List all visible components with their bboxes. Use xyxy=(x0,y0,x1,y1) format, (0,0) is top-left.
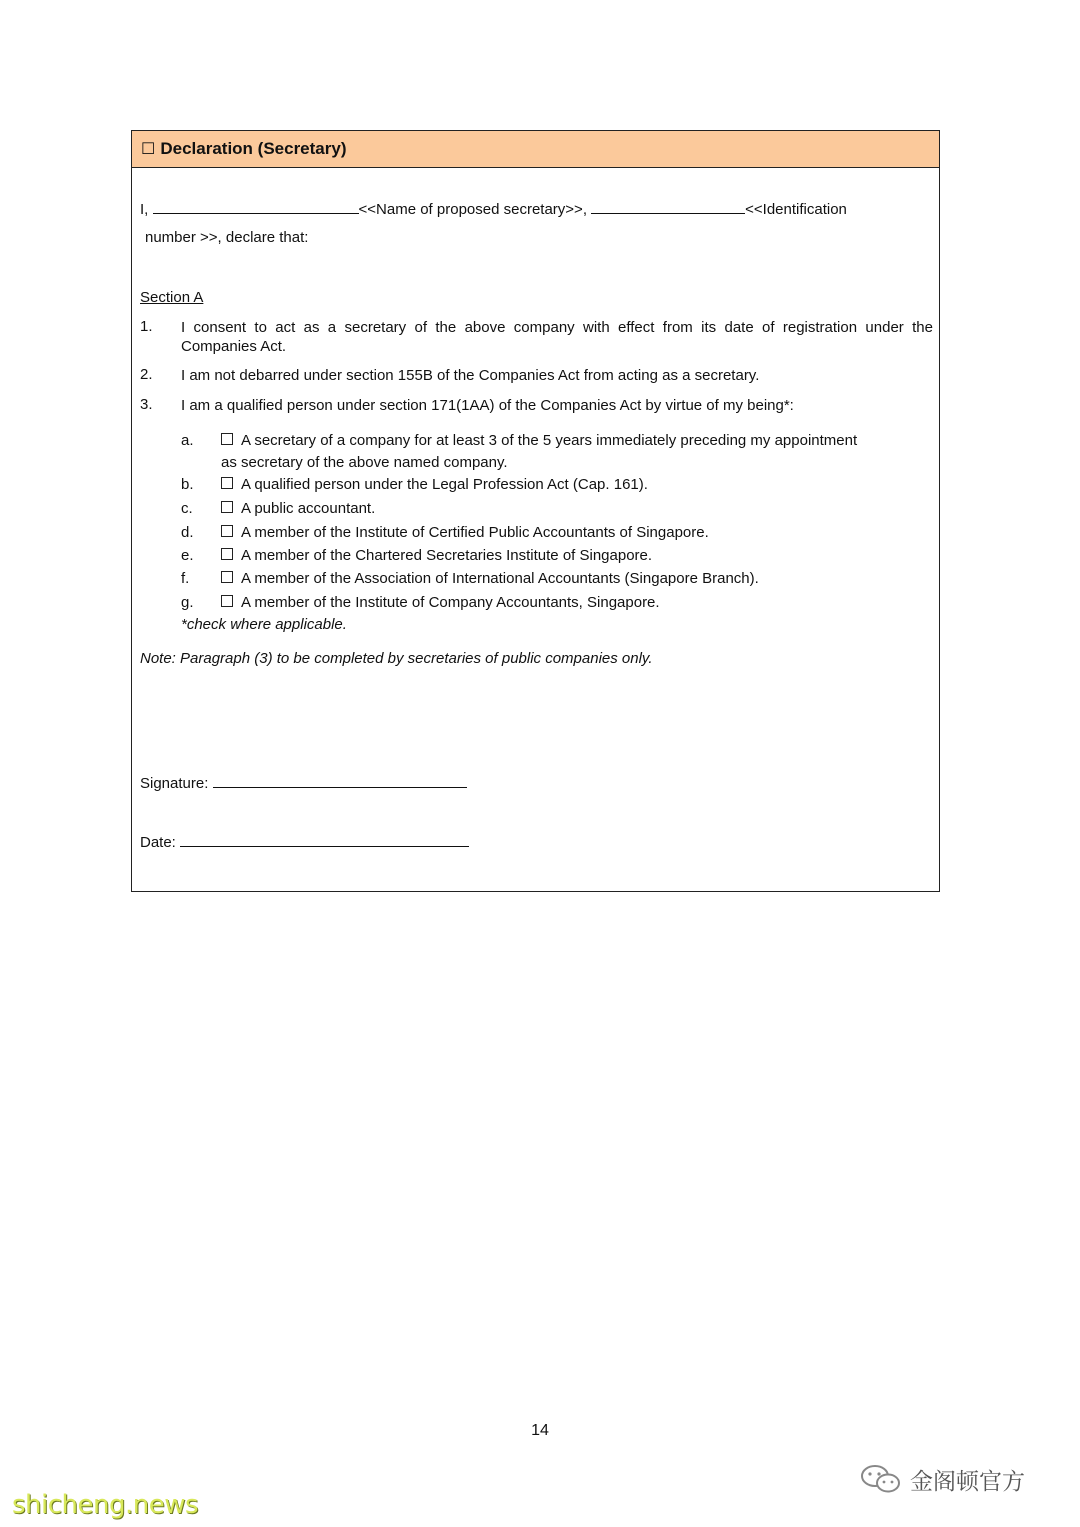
item-text: I am a qualified person under section 171(1AA) of the Companies Act by virtue of my being*: xyxy=(181,397,794,414)
checkbox-icon: ☐ xyxy=(141,141,156,158)
checkbox[interactable] xyxy=(221,477,233,489)
signature-field[interactable] xyxy=(213,773,467,788)
item-text: I am not debarred under section 155B of the Companies Act from acting as a secretary. xyxy=(181,367,760,384)
intro-line-2: number >>, declare that: xyxy=(145,229,309,246)
option-letter: g. xyxy=(181,594,194,611)
id-blank[interactable] xyxy=(591,199,745,214)
option-e: A member of the Chartered Secretaries Institute of Singapore. xyxy=(221,545,652,566)
item-number: 1. xyxy=(140,318,153,335)
option-c: A public accountant. xyxy=(221,498,375,519)
watermark-account-name: 金阁顿官方 xyxy=(910,1468,1025,1495)
signature-line xyxy=(140,773,467,793)
option-a-continued: as secretary of the above named company. xyxy=(221,454,508,471)
name-placeholder: <<Name of proposed secretary>>, xyxy=(358,201,592,218)
watermark-site: shicheng.news xyxy=(12,1490,199,1520)
date-line xyxy=(140,832,469,852)
item-number: 2. xyxy=(140,366,153,383)
wechat-icon xyxy=(858,1462,904,1496)
date-field[interactable] xyxy=(180,832,469,847)
paragraph-note: Note: Paragraph (3) to be completed by secretaries of public companies only. xyxy=(140,650,653,667)
intro-line-1: I, <<Name of proposed secretary>>, <<Identification xyxy=(140,201,847,218)
id-placeholder: <<Identification xyxy=(745,201,847,218)
option-letter: c. xyxy=(181,500,193,517)
checkbox[interactable] xyxy=(221,525,233,537)
section-a-heading: Section A xyxy=(140,289,204,306)
form-title: Declaration (Secretary) xyxy=(160,139,347,158)
date-label: Date: xyxy=(140,834,181,851)
option-letter: b. xyxy=(181,476,194,493)
check-note: *check where applicable. xyxy=(181,616,347,633)
form-header xyxy=(132,131,939,168)
name-blank[interactable] xyxy=(153,199,359,214)
checkbox[interactable] xyxy=(221,501,233,513)
option-letter: a. xyxy=(181,432,194,449)
option-a: A secretary of a company for at least 3 of the 5 years immediately preceding my appointment xyxy=(221,430,857,451)
signature-label: Signature: xyxy=(140,775,213,792)
checkbox[interactable] xyxy=(221,595,233,607)
watermark-account xyxy=(858,1462,1025,1496)
option-b: A qualified person under the Legal Profession Act (Cap. 161). xyxy=(221,474,648,495)
checkbox[interactable] xyxy=(221,548,233,560)
option-letter: f. xyxy=(181,570,190,587)
checkbox[interactable] xyxy=(221,433,233,445)
option-d: A member of the Institute of Certified Public Accountants of Singapore. xyxy=(221,522,709,543)
item-text: I consent to act as a secretary of the above company with effect from its date of registration under the Companies Act. xyxy=(181,319,933,355)
page-number: 14 xyxy=(531,1422,549,1439)
option-f: A member of the Association of International Accountants (Singapore Branch). xyxy=(221,568,759,589)
item-number: 3. xyxy=(140,396,153,413)
checkbox[interactable] xyxy=(221,571,233,583)
option-letter: e. xyxy=(181,547,194,564)
option-g: A member of the Institute of Company Accountants, Singapore. xyxy=(221,592,660,613)
option-letter: d. xyxy=(181,524,194,541)
